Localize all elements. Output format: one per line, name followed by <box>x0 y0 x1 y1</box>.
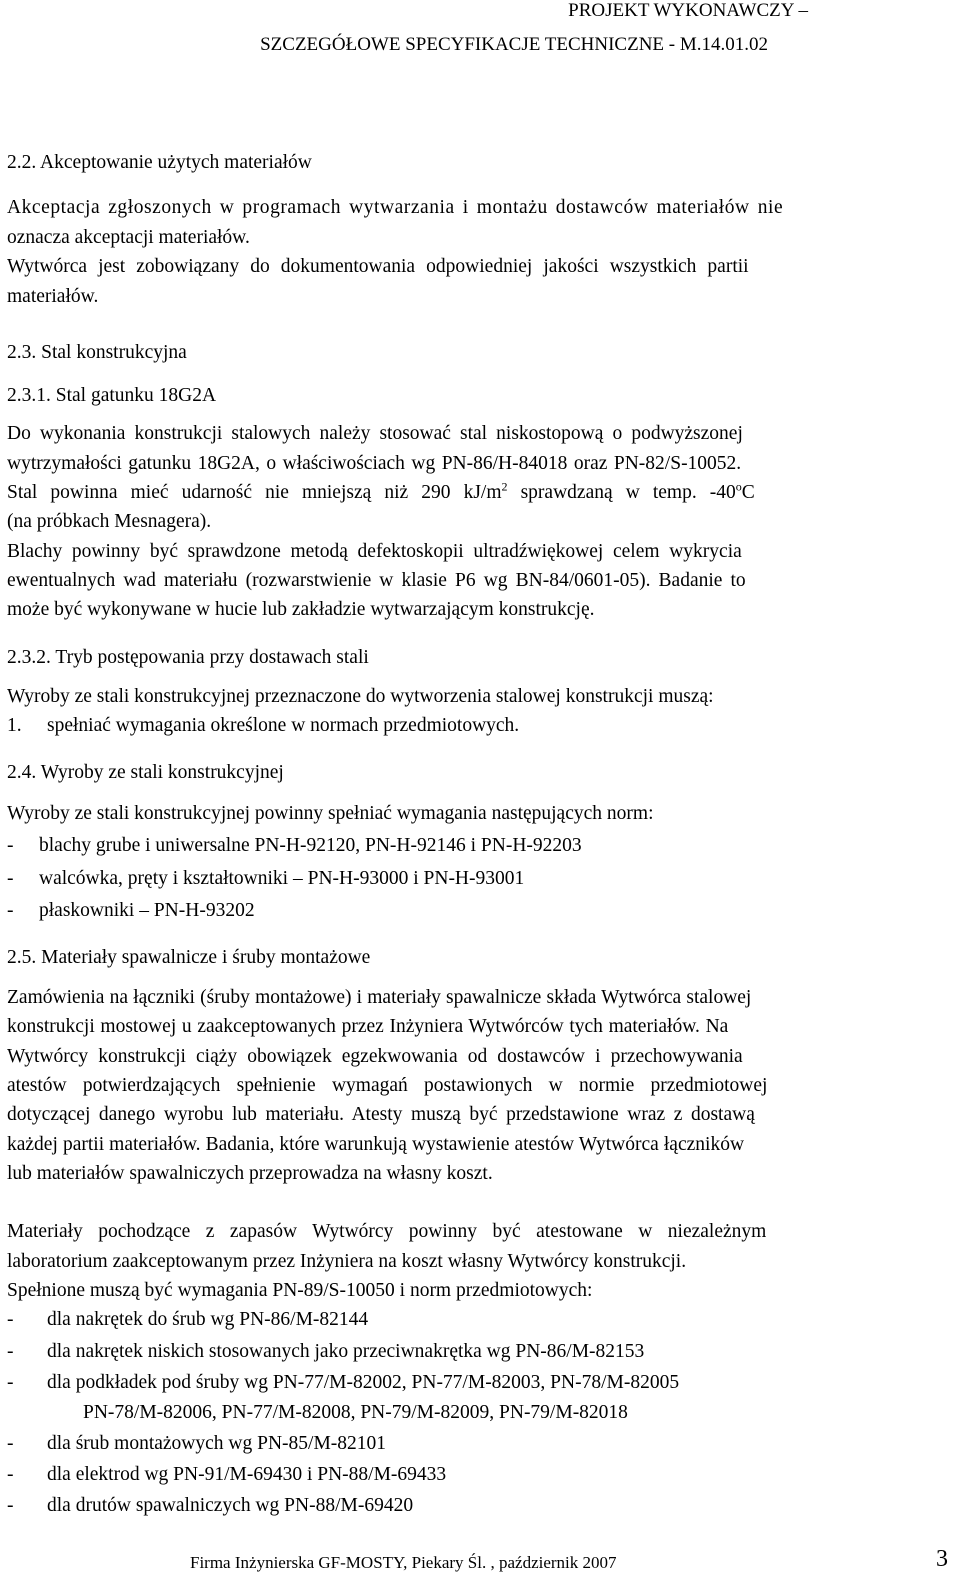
section-2-3-2-list-item: 1. spełniać wymagania określone w normach przedmiotowych. <box>7 715 520 736</box>
section-2-5-para1-line: konstrukcji mostowej u zaakceptowanych przez Inżyniera Wytwórców tych materiałów. Na <box>7 1016 729 1037</box>
section-2-5-item-continuation: PN-78/M-82006, PN-77/M-82008, PN-79/M-82009, PN-79/M-82018 <box>83 1402 628 1423</box>
section-2-5-para1-line: dotyczącej danego wyrobu lub materiału. Atesty muszą być przedstawione wraz z dostawą <box>7 1104 755 1125</box>
section-2-5-item: - dla podkładek pod śruby wg PN-77/M-82002, PN-77/M-82003, PN-78/M-82005 <box>7 1372 680 1393</box>
section-2-3-1-line1: Do wykonania konstrukcji stalowych należy stosować stal niskostopową o podwyższonej <box>7 423 743 444</box>
section-2-4-item: - płaskowniki – PN-H-93202 <box>7 900 255 921</box>
section-2-5-para1-line: Zamówienia na łączniki (śruby montażowe) i materiały spawalnicze składa Wytwórca stalowej <box>7 987 752 1008</box>
section-2-5-para1-line: Wytwórcy konstrukcji ciąży obowiązek egzekwowania od dostawców i przechowywania <box>7 1046 743 1067</box>
page-number: 3 <box>936 1546 948 1572</box>
section-2-3-1-line2: wytrzymałości gatunku 18G2A, o właściwościach wg PN-86/H-84018 oraz PN-82/S-10052. <box>7 453 742 474</box>
section-2-5-para1-line: każdej partii materiałów. Badania, które warunkują wystawienie atestów Wytwórca łączników <box>7 1134 745 1155</box>
section-2-2-heading: 2.2. Akceptowanie użytych materiałów <box>7 152 312 173</box>
section-2-5-item: - dla drutów spawalniczych wg PN-88/M-69420 <box>7 1495 414 1516</box>
section-2-5-para3: Spełnione muszą być wymagania PN-89/S-10050 i norm przedmiotowych: <box>7 1280 593 1301</box>
page-header <box>0 0 960 92</box>
section-2-2-para1-line1: Akceptacja zgłoszonych w programach wytwarzania i montażu dostawców materiałów nie <box>7 197 784 218</box>
section-2-4-heading: 2.4. Wyroby ze stali konstrukcyjnej <box>7 762 284 783</box>
section-2-3-1-line4: (na próbkach Mesnagera). <box>7 511 212 532</box>
header-project-title: PROJEKT WYKONAWCZY – <box>568 0 808 21</box>
section-2-3-1-line5: Blachy powinny być sprawdzone metodą defektoskopii ultradźwiękowej celem wykrycia <box>7 541 742 562</box>
section-2-3-1-line3: Stal powinna mieć udarność nie mniejszą niż 290 $kJ/m^2$ sprawdzaną w temp. -40$^o$C <box>7 479 755 503</box>
page-footer: Firma Inżynierska GF-MOSTY, Piekary Śl. , październik 2007 <box>190 1553 617 1572</box>
section-2-2-para2-line1: Wytwórca jest zobowiązany do dokumentowania odpowiedniej jakości wszystkich partii <box>7 256 749 277</box>
section-2-3-2-line1: Wyroby ze stali konstrukcyjnej przeznaczone do wytworzenia stalowej konstrukcji muszą: <box>7 686 714 707</box>
section-2-5-para2-line2: laboratorium zaakceptowanym przez Inżyniera na koszt własny Wytwórcy konstrukcji. <box>7 1251 687 1272</box>
section-2-3-1-heading: 2.3.1. Stal gatunku 18G2A <box>7 385 217 406</box>
section-2-2-para1-line2: oznacza akceptacji materiałów. <box>7 227 250 248</box>
section-2-3-1-line6: ewentualnych wad materiału (rozwarstwienie w klasie P6 wg BN-84/0601-05). Badanie to <box>7 570 746 591</box>
section-2-2-para2-line2: materiałów. <box>7 286 99 307</box>
section-2-4-item: - walcówka, pręty i kształtowniki – PN-H-93000 i PN-H-93001 <box>7 868 525 889</box>
section-2-3-heading: 2.3. Stal konstrukcyjna <box>7 342 187 363</box>
section-2-3-2-heading: 2.3.2. Tryb postępowania przy dostawach stali <box>7 647 369 668</box>
section-2-5-item: - dla elektrod wg PN-91/M-69430 i PN-88/M-69433 <box>7 1464 447 1485</box>
header-spec-title: SZCZEGÓŁOWE SPECYFIKACJE TECHNICZNE - M.14.01.02 <box>260 34 768 55</box>
section-2-5-item: - dla nakrętek do śrub wg PN-86/M-82144 <box>7 1309 369 1330</box>
section-2-5-item: - dla śrub montażowych wg PN-85/M-82101 <box>7 1433 387 1454</box>
section-2-5-heading: 2.5. Materiały spawalnicze i śruby montażowe <box>7 947 371 968</box>
section-2-5-para2-line1: Materiały pochodzące z zapasów Wytwórcy powinny być atestowane w niezależnym <box>7 1221 767 1242</box>
section-2-4-item: - blachy grube i uniwersalne PN-H-92120, PN-H-92146 i PN-H-92203 <box>7 835 582 856</box>
section-2-5-para1-line: atestów potwierdzających spełnienie wymagań postawionych w normie przedmiotowej <box>7 1075 768 1096</box>
section-2-3-1-line7: może być wykonywane w hucie lub zakładzie wytwarzającym konstrukcję. <box>7 599 595 620</box>
section-2-4-intro: Wyroby ze stali konstrukcyjnej powinny spełniać wymagania następujących norm: <box>7 803 654 824</box>
section-2-5-para1-last-line: lub materiałów spawalniczych przeprowadza na własny koszt. <box>7 1163 493 1184</box>
section-2-5-item: - dla nakrętek niskich stosowanych jako przeciwnakrętka wg PN-86/M-82153 <box>7 1341 645 1362</box>
